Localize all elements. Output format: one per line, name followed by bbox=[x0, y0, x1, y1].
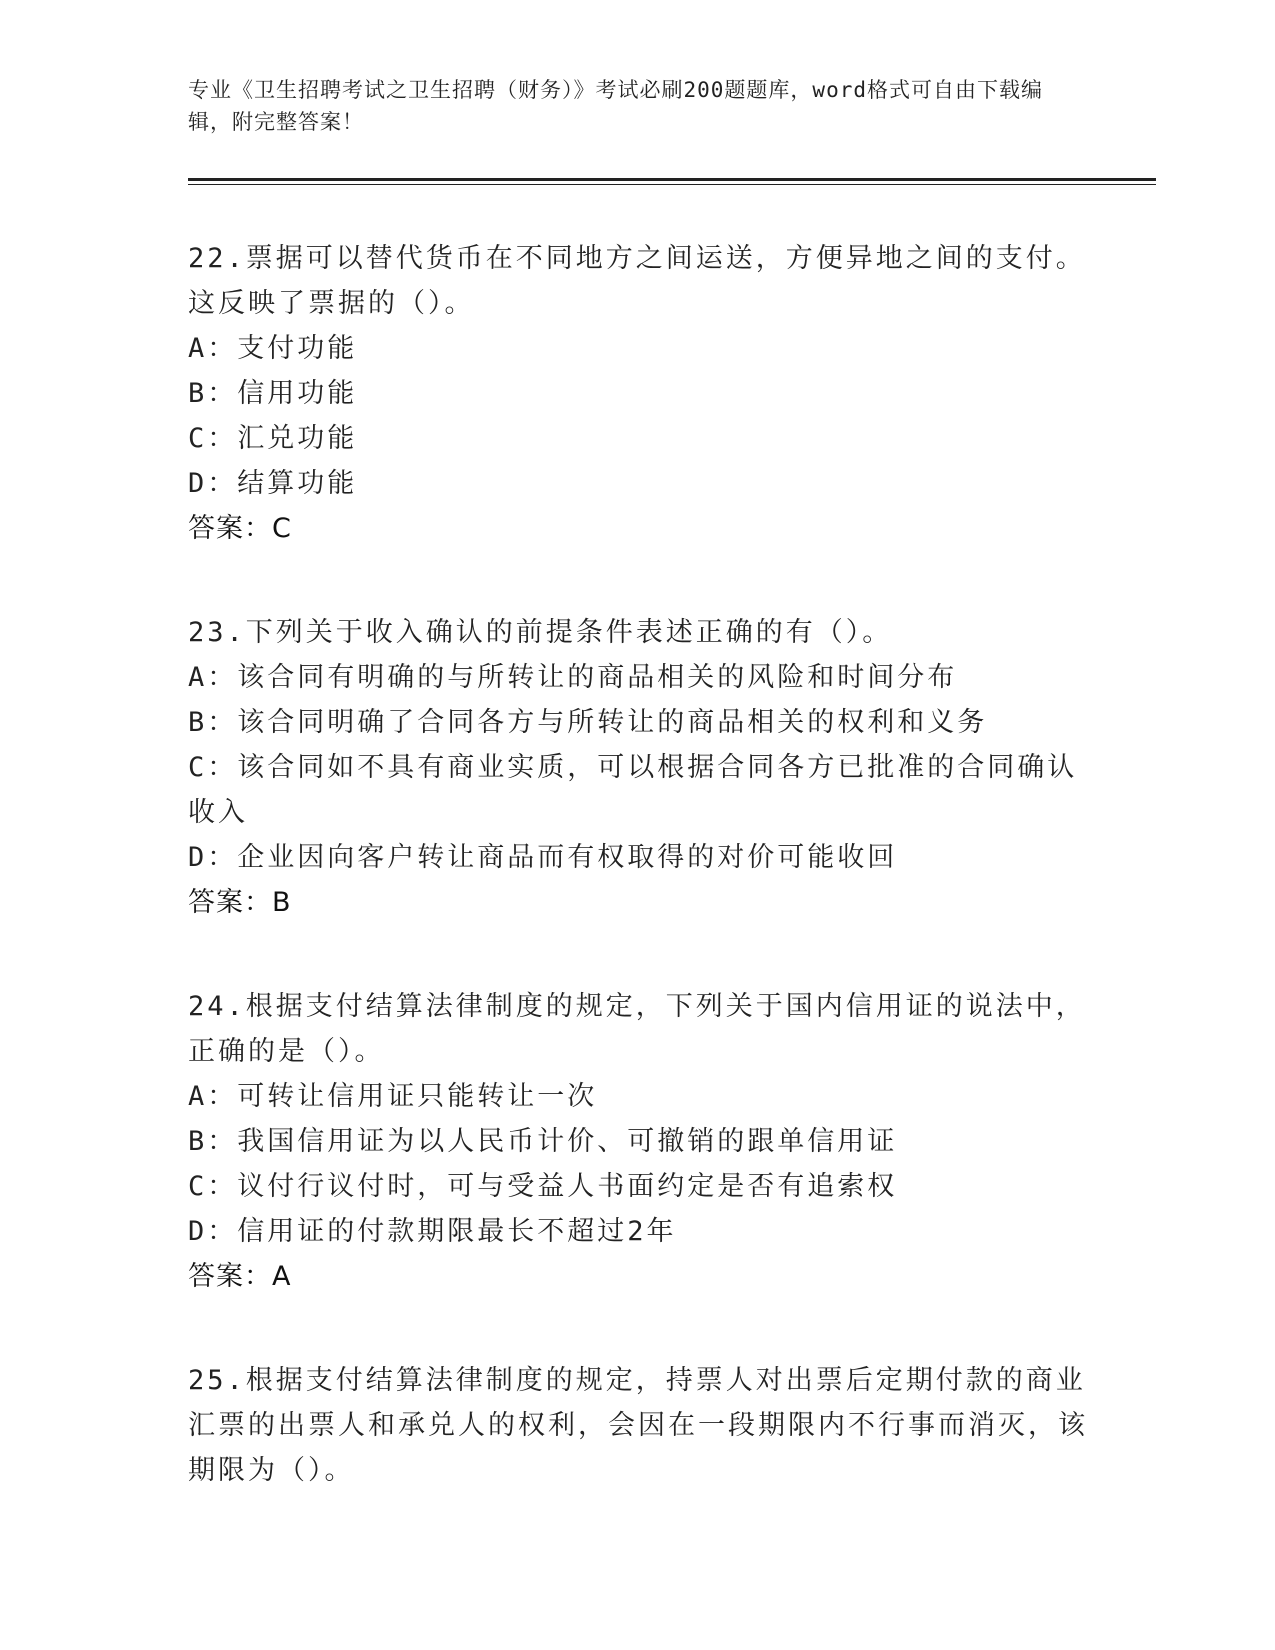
document-header: 专业《卫生招聘考试之卫生招聘（财务）》考试必刷200题题库，word格式可自由下载编辑，附完整答案！ bbox=[188, 78, 1043, 134]
answer: 答案：A bbox=[188, 1261, 292, 1292]
option-d: D：信用证的付款期限最长不超过2年 bbox=[188, 1216, 677, 1247]
option-d: D：结算功能 bbox=[188, 468, 358, 499]
answer: 答案：C bbox=[188, 513, 292, 544]
option-d: D：企业因向客户转让商品而有权取得的对价可能收回 bbox=[188, 842, 898, 873]
option-b: B：我国信用证为以人民币计价、可撤销的跟单信用证 bbox=[188, 1126, 898, 1157]
question-stem: 22.票据可以替代货币在不同地方之间运送，方便异地之间的支付。这反映了票据的（）。 bbox=[188, 243, 1086, 319]
option-b: B：信用功能 bbox=[188, 378, 358, 409]
header-divider bbox=[188, 178, 1156, 181]
question-24 bbox=[188, 984, 1088, 1300]
header-divider-thin bbox=[188, 184, 1156, 185]
question-list bbox=[188, 236, 1088, 1551]
question-stem: 24.根据支付结算法律制度的规定，下列关于国内信用证的说法中，正确的是（）。 bbox=[188, 991, 1086, 1067]
question-stem: 25.根据支付结算法律制度的规定，持票人对出票后定期付款的商业汇票的出票人和承兑人的权利，会因在一段期限内不行事而消灭，该期限为（）。 bbox=[188, 1365, 1088, 1486]
option-a: A：可转让信用证只能转让一次 bbox=[188, 1081, 598, 1112]
option-b: B：该合同明确了合同各方与所转让的商品相关的权利和义务 bbox=[188, 707, 988, 738]
question-25 bbox=[188, 1358, 1088, 1493]
option-a: A：该合同有明确的与所转让的商品相关的风险和时间分布 bbox=[188, 662, 958, 693]
question-22 bbox=[188, 236, 1088, 552]
option-c: C：该合同如不具有商业实质，可以根据合同各方已批准的合同确认收入 bbox=[188, 752, 1078, 828]
option-a: A：支付功能 bbox=[188, 333, 358, 364]
option-c: C：汇兑功能 bbox=[188, 423, 358, 454]
answer: 答案：B bbox=[188, 887, 292, 918]
question-23 bbox=[188, 610, 1088, 926]
option-c: C：议付行议付时，可与受益人书面约定是否有追索权 bbox=[188, 1171, 898, 1202]
question-stem: 23.下列关于收入确认的前提条件表述正确的有（）。 bbox=[188, 617, 893, 648]
